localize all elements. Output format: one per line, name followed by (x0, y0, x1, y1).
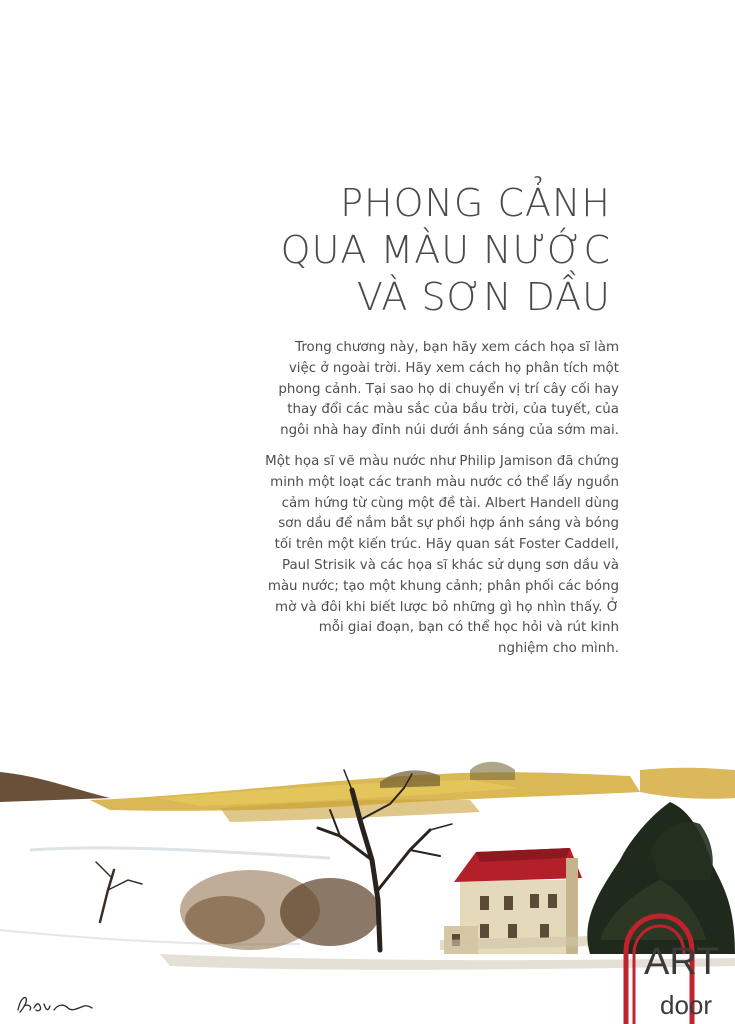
logo-text-door: door (660, 990, 713, 1020)
intro-text (264, 338, 619, 670)
logo-text-art: ART (644, 941, 720, 983)
paragraph-1: Trong chương này, bạn hãy xem cách họa sĩ làm việc ở ngoài trời. Hãy xem cách họ phân tích một phong cảnh. Tại sao họ di chuyển vị trí cây cối hay thay đổi các màu sắc của bầu trời, của tuyết, của ngôi nhà hay đỉnh núi dưới ánh sáng của sớm mai. (278, 340, 619, 439)
title-line-1: PHONG CẢNH (340, 181, 611, 225)
title-line-2: QUA MÀU NƯỚC (280, 228, 611, 272)
artist-signature (14, 992, 94, 1018)
paragraph-2: Một họa sĩ vẽ màu nước như Philip Jamison đã chứng minh một loạt các tranh màu nước có thể lấy nguồn cảm hứng từ cùng một đề tài. Albert Handell dùng sơn dầu để nắm bắt sự phối hợp ánh sáng và bóng tối trên một kiến trúc. Hãy quan sát Foster Caddell, Paul Strisik và các họa sĩ khác sử dụng sơn dầu và màu nước; tạo một khung cảnh; phân phối các bóng mờ và đôi khi biết lược bỏ những gì họ nhìn thấy. Ở mỗi giai đoạn, bạn có thể học hỏi và rút kinh nghiệm cho mình. (265, 453, 619, 657)
artdoor-logo (620, 912, 735, 1024)
title-line-3: VÀ SƠN DẦU (356, 275, 611, 319)
chapter-title (281, 180, 611, 321)
